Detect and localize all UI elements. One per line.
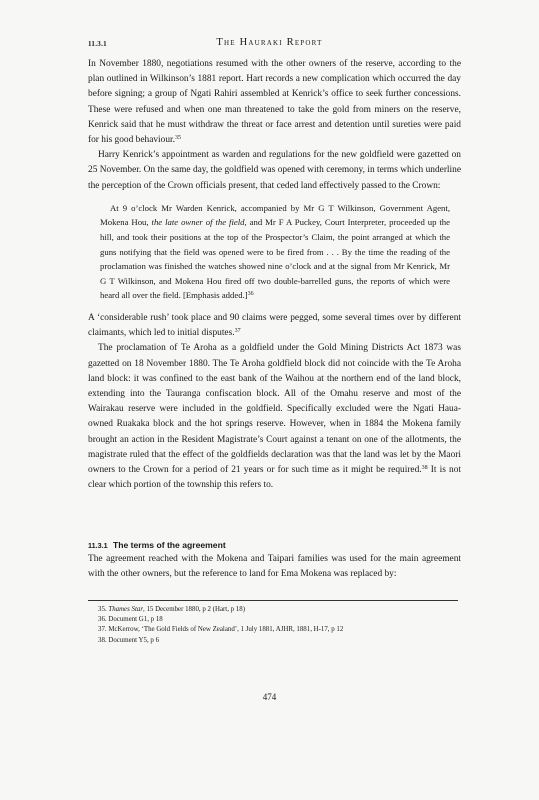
subsection-title: The terms of the agreement: [112, 540, 226, 550]
paragraph-3: A ‘considerable rush’ took place and 90 claims were pegged, some several times over by different claimants, which led to initial disputes.$^{37}$: [88, 312, 461, 339]
subsection-body: [88, 552, 461, 582]
footnote-ref-38[interactable]: 38: [421, 465, 428, 472]
paragraph-2: Harry Kenrick’s appointment as warden and regulations for the new goldfield were gazetted on 25 November. On the same day, the goldfield was opened with ceremony, in terms which underline the perception of the Crown officials present, that ceded land effectively passed to the Crown:: [88, 150, 461, 191]
paragraph-5: The agreement reached with the Mokena and Taipari families was used for the main agreement with the other owners, but the reference to land for Ema Mokena was replaced by:: [88, 554, 461, 580]
section-number: 11.3.1: [88, 40, 107, 48]
footnote-35: 35. Thames Star, 15 December 1880, p 2 (Hart, p 18): [98, 606, 246, 613]
subsection-heading: [88, 540, 226, 550]
footnote-ref-35[interactable]: 35: [174, 135, 181, 142]
footnote-36: 36. Document G1, p 18: [98, 616, 163, 624]
subsection-number: 11.3.1: [88, 541, 108, 550]
body-text: [88, 57, 461, 493]
footnote-ref-36[interactable]: 36: [247, 291, 254, 298]
block-quote: At 9 o’clock Mr Warden Kenrick, accompanied by Mr G T Wilkinson, Government Agent, Mokena Hou, the late owner of the field, and Mr F A Puckey, Court Interpreter, proceeded up the hill, and took their positions at the top of the Prospector’s Claim, the point arranged at which the guns notifying that the field was opened were to be fired from . . . By the time the reading of the proclamation was finished the watches showed nine o’clock and at the signal from Mr Kenrick, Mr G T Wilkinson, and Mokena Hou fired off two double-barrelled guns, the reports of which were heard all over the field. [Emphasis added.]$^{36}$: [100, 202, 451, 301]
footnote-divider: [88, 600, 458, 601]
footnote-38: 38. Document Y5, p 6: [98, 636, 160, 644]
paragraph-4: The proclamation of Te Aroha as a goldfield under the Gold Mining Districts Act 1873 was gazetted on 18 November 1880. The Te Aroha goldfield block did not coincide with the Te Aroha land block: it was confined to the east bank of the Waihou at the northern end of the land block, extending into the Tauranga confiscation block. All of the Omahu reserve and most of the Wairakau reserve were included in the goldfield. Specifically excluded were the Ngati Haua-owned Ruakaka block and the hot springs reserve. However, when in 1884 the Mokena family brought an action in the Resident Magistrate’s Court against a tenant on one of the allotments, the magistrate ruled that the effect of the goldfields declaration was that the land was let by the Maori owners to the Crown for a period of 21 years or for such time as it might be required.$^{38}$ It is not clear which portion of the township this refers to.: [88, 343, 461, 491]
page-number: 474: [262, 692, 277, 702]
emphasis: the late owner of the field,: [151, 217, 247, 228]
footnote-37: 37. McKerrow, ‘The Gold Fields of New Zealand’, 1 July 1881, AJHR, 1881, H-17, p 12: [98, 626, 344, 634]
footnote-ref-37[interactable]: 37: [234, 328, 241, 335]
running-head: The Hauraki Report: [216, 37, 323, 48]
footnotes: [98, 605, 458, 646]
paragraph-1: In November 1880, negotiations resumed with the other owners of the reserve, according to the plan outlined in Wilkinson’s 1881 report. Hart records a new complication which occurred the day before signing; a group of Ngati Rahiri assembled at Kenrick’s office to seek further concessions. These were refused and when one man threatened to take the gold from miners on the reserve, Kenrick said that he must withdraw the threat or face arrest and detention until sureties were paid for his good behaviour.$^{35}$: [88, 59, 461, 146]
